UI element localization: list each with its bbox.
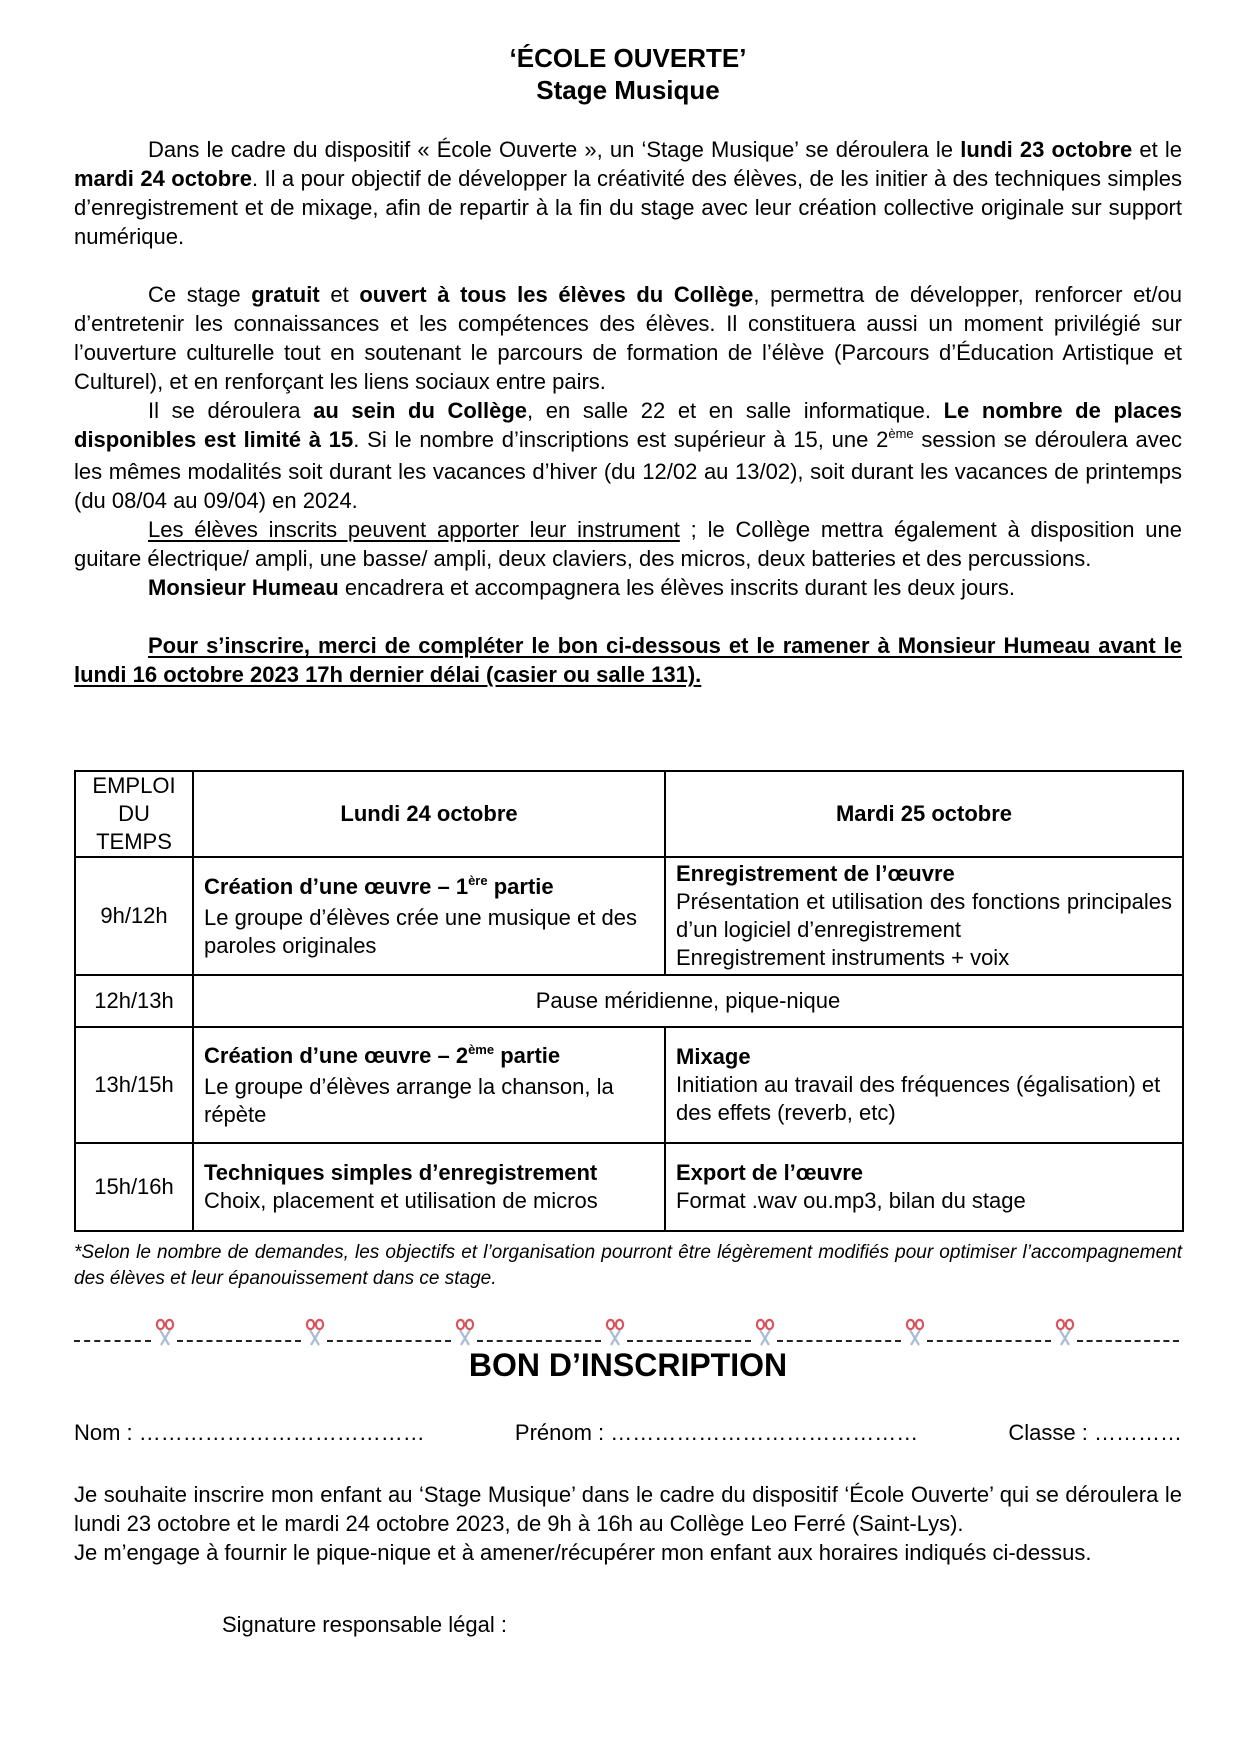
prenom-field[interactable]: Prénom : …………………………………… [514,1420,919,1445]
column-header-day1: Lundi 24 octobre [193,771,665,857]
intro-paragraph-3 [74,396,1182,515]
text: session se déroulera avec les mêmes modalités soit durant les vacances d’hiver (du 12/02 au 13/02), soit durant les vacances de printemps (du 08/04 au 09/04) en 2024. [74,427,1182,513]
text: , permettra de développer, renforcer et/ou d’entretenir les connaissances et les compétences des élèves. Il constituera aussi un moment privilégié sur l’ouverture culturelle tout en soutenant le parcours de formation de l’élève (Parcours d’Éducation Artistique et Culturel), et en renforçant les liens sociaux entre pairs. [74,282,1183,394]
text: et [319,282,360,307]
classe-field[interactable]: Classe : ………… [1008,1420,1182,1445]
table-row [75,975,1183,1027]
activity-title: Mixage [676,1044,751,1069]
activity-description: Initiation au travail des fréquences (égalisation) et des effets (reverb, etc) [676,1072,1161,1125]
date-start: lundi 23 octobre [960,137,1133,162]
emphasis: au sein du Collège [313,398,527,423]
activity-description: Présentation et utilisation des fonctions principales d’un logiciel d’enregistrement [676,889,1172,942]
lunch-break-cell: Pause méridienne, pique-nique [193,975,1183,1027]
text: . Si le nombre d’inscriptions est supérieur à 15, une 2 [353,427,889,452]
page-subtitle: Stage Musique [536,75,720,105]
text: Dans le cadre du dispositif « École Ouverte », un ‘Stage Musique’ se déroulera le [148,137,961,162]
text: Création d’une œuvre – 2 [204,1042,469,1068]
activity-title [204,1042,654,1073]
text: , en salle 22 et en salle informatique. [527,398,944,423]
table-row [75,1143,1183,1231]
time-cell: 9h/12h [75,857,193,975]
activity-description: Format .wav ou.mp3, bilan du stage [676,1188,1026,1213]
scissors-icon [154,1318,176,1346]
nom-field[interactable]: Nom : ………………………………… [74,1420,425,1445]
activity-description: Le groupe d’élèves arrange la chanson, la répète [204,1073,614,1127]
dashed-segment [74,1340,151,1342]
scissors-icon [604,1318,626,1346]
emphasis: gratuit [251,282,320,307]
underlined-text: Les élèves inscrits peuvent apporter leur instrument [148,517,680,542]
consent-text-1: Je souhaite inscrire mon enfant au ‘Stage Musique’ dans le cadre du dispositif ‘École Ouverte’ qui se déroulera le lundi 23 octobre et le mardi 24 octobre 2023, de 9h à 16h au Collège Leo Ferré (Saint-Lys). [74,1482,1182,1536]
activity-title: Enregistrement de l’œuvre [676,861,955,886]
text: ; le Collège mettra également à disposition une guitare électrique/ ampli, une basse/ ampli, deux claviers, des micros, deux batteries et des percussions. [74,517,1183,571]
activity-description: Enregistrement instruments + voix [676,945,1010,970]
header-label-line: EMPLOI [92,773,176,798]
activity-description: Le groupe d’élèves crée une musique et des paroles originales [204,904,637,958]
dashed-segment [327,1340,451,1342]
column-header-day2: Mardi 25 octobre [665,771,1183,857]
activity-cell [193,1027,665,1143]
activity-cell [665,1143,1183,1231]
activity-title: Techniques simples d’enregistrement [204,1160,598,1185]
text: partie [487,873,554,899]
scissors-icon [904,1318,926,1346]
text: et le [1132,137,1182,162]
schedule-table [74,770,1184,1232]
document-header [74,0,1182,106]
text: . Il a pour objectif de développer la créativité des élèves, de les initier à des techniques simples d’enregistrement et de mixage, afin de repartir à la fin du stage avec leur création collective originale sur support numérique. [74,166,1183,249]
scissors-icon [454,1318,476,1346]
intro-section [74,135,1182,689]
emphasis: ouvert à tous les élèves du Collège [359,282,754,307]
signature-field[interactable]: Signature responsable légal : [222,1612,507,1637]
dashed-segment [477,1340,601,1342]
header-label-line: DU [118,801,150,826]
text: Création d’une œuvre – 1 [204,873,469,899]
activity-title: Export de l’œuvre [676,1160,864,1185]
scissors-icon [304,1318,326,1346]
deadline-text: Pour s’inscrire, merci de compléter le bon ci-dessous et le ramener à Monsieur Humeau avant le lundi 16 octobre 2023 17h dernier délai (casier ou salle 131). [74,633,1182,687]
time-cell: 15h/16h [75,1143,193,1231]
scissors-icon [1054,1318,1076,1346]
cut-line [74,1318,1182,1348]
table-header-row [75,771,1183,857]
table-row [75,857,1183,975]
consent-section [74,1480,1182,1567]
dashed-segment [1077,1340,1179,1342]
text: partie [494,1042,561,1068]
activity-title [204,873,654,904]
text: encadrera et accompagnera les élèves inscrits durant les deux jours. [338,575,1015,600]
intro-paragraph-2 [74,280,1182,396]
intro-paragraph-5 [74,573,1182,602]
text: Il se déroulera [148,398,314,423]
text: Ce stage [148,282,252,307]
time-cell: 13h/15h [75,1027,193,1143]
table-row [75,1027,1183,1143]
registration-instructions [74,631,1182,689]
superscript: ère [468,872,488,888]
time-cell: 12h/13h [75,975,193,1027]
superscript: ème [468,1041,495,1057]
form-fields [74,1418,1182,1447]
activity-cell [193,857,665,975]
intro-paragraph-1 [74,135,1182,251]
header-label-line: TEMPS [96,829,172,854]
emphasis: Le nombre de places disponibles est limité à 15 [74,398,1182,452]
superscript: ème [888,426,914,441]
footnote: *Selon le nombre de demandes, les objectifs et l’organisation pourront être légèrement modifiés pour optimiser l’accompagnement des élèves et leur épanouissement dans ce stage. [74,1242,1182,1289]
consent-text-2: Je m’engage à fournir le pique-nique et à amener/récupérer mon enfant aux horaires indiqués ci-dessus. [74,1540,1092,1565]
page-title: ‘ÉCOLE OUVERTE’ [509,43,747,73]
dashed-segment [627,1340,751,1342]
teacher-name: Monsieur Humeau [148,575,339,600]
activity-cell [665,857,1183,975]
header-label-cell [75,771,193,857]
activity-description: Choix, placement et utilisation de micros [204,1188,598,1213]
date-end: mardi 24 octobre [74,166,252,191]
activity-cell [665,1027,1183,1143]
scissors-icon [754,1318,776,1346]
dashed-segment [177,1340,301,1342]
dashed-segment [927,1340,1051,1342]
intro-paragraph-4 [74,515,1182,573]
dashed-segment [777,1340,901,1342]
form-title: BON D’INSCRIPTION [468,1347,788,1383]
activity-cell [193,1143,665,1231]
